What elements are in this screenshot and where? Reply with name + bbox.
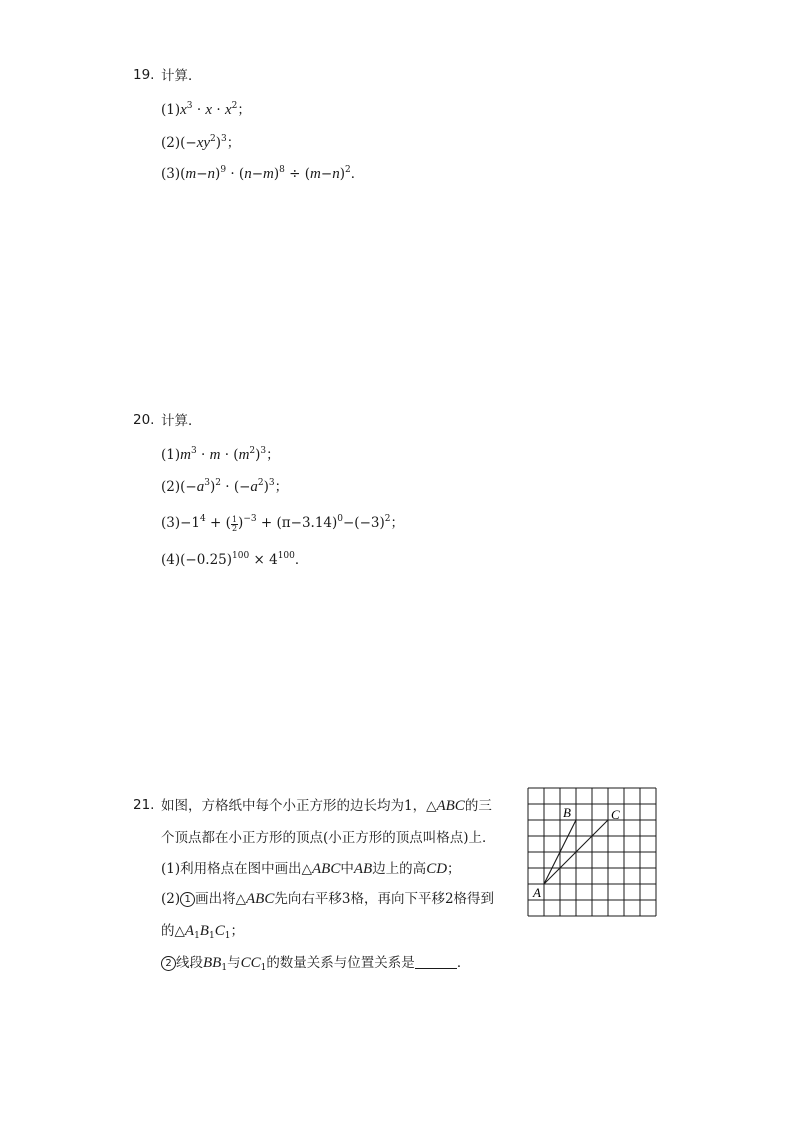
sub-question-2a: (2) 1 画出将△ABC先向右平移3格，再向下平移2格得到: [161, 891, 495, 907]
question-number: 20.: [133, 412, 155, 428]
label-b: B: [563, 805, 571, 820]
grid-lines: [528, 788, 656, 916]
question-number: 19.: [133, 67, 155, 83]
label-c: C: [611, 807, 620, 822]
sub-question-2c: 2 线段$BB_1$与$CC_1$的数量关系与位置关系是 ．: [161, 954, 470, 977]
grid-figure: [527, 787, 659, 919]
label-a: A: [533, 885, 541, 900]
sub-question-1: $(1)m^3 \cdot m \cdot (m^2)^3$；: [161, 446, 280, 463]
question-stem-line-2: 个顶点都在小正方形的顶点(小正方形的顶点叫格点)上．: [161, 830, 496, 846]
question-stem: 计算．: [161, 68, 202, 84]
sub-question-1: $(1)x^3 \cdot x \cdot x^2$；: [161, 101, 251, 118]
question-stem-line-1: 如图，方格纸中每个小正方形的边长均为1，△ABC的三: [161, 798, 492, 814]
answer-blank[interactable]: [415, 956, 457, 969]
sub-question-3: $(3)(m-n)^9 \cdot (n-m)^8 \div (m-n)^2$．: [161, 165, 365, 182]
question-number: 21.: [133, 797, 155, 813]
sub-question-2: $(2)(-xy^2)^3$；: [161, 134, 241, 151]
sub-question-3: $(3)-1^4$ + ( $\frac{1}{2}$ )$^{-3} + (\pi-3.14)^0-(-3)^2$；: [161, 514, 404, 533]
sub-question-4: $(4)(-0.25)^{100} \times 4^{100}$．: [161, 551, 309, 568]
question-stem: 计算．: [161, 413, 202, 429]
sub-question-1: (1)利用格点在图中画出△ABC中AB边上的高CD；: [161, 861, 461, 877]
sub-question-2: $(2)(-a^3)^2 \cdot (-a^2)^3$；: [161, 478, 289, 495]
sub-question-2b: 的$\triangle A_1B_1C_1$；: [161, 923, 244, 941]
